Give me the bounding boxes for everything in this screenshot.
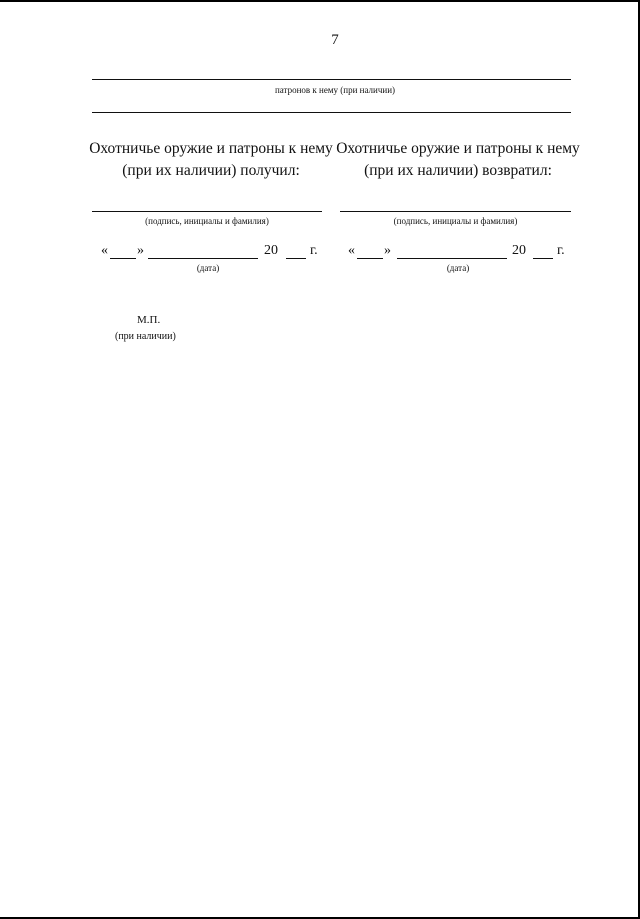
- top-field-line: [92, 79, 571, 80]
- returned-heading-line1: Охотничье оружие и патроны к нему: [336, 140, 580, 157]
- received-heading: [86, 138, 336, 182]
- top-field-caption: патронов к нему (при наличии): [274, 85, 396, 95]
- returned-month-line: [397, 258, 507, 259]
- returned-signature-line: [340, 211, 571, 212]
- returned-open-quote: «: [348, 243, 355, 258]
- returned-signature-caption: (подпись, инициалы и фамилия): [393, 216, 518, 226]
- received-open-quote: «: [101, 243, 108, 258]
- returned-day-line: [357, 258, 383, 259]
- returned-year-line: [533, 258, 553, 259]
- stamp-caption: (при наличии): [115, 331, 176, 342]
- returned-year-prefix: 20: [512, 243, 526, 258]
- returned-heading-line2: (при их наличии) возвратил:: [364, 162, 552, 179]
- returned-date-caption: (дата): [446, 263, 470, 273]
- returned-year-suffix: г.: [557, 243, 565, 258]
- returned-heading: [333, 138, 583, 182]
- received-heading-line1: Охотничье оружие и патроны к нему: [89, 140, 333, 157]
- received-date-caption: (дата): [196, 263, 220, 273]
- second-field-line: [92, 112, 571, 113]
- received-signature-line: [92, 211, 322, 212]
- received-signature-caption: (подпись, инициалы и фамилия): [145, 216, 269, 226]
- received-year-suffix: г.: [310, 243, 318, 258]
- stamp-label: М.П.: [137, 314, 161, 326]
- scan-border-top: [0, 0, 640, 2]
- received-heading-line2: (при их наличии) получил:: [122, 162, 300, 179]
- received-close-quote: »: [137, 243, 144, 258]
- page-number: 7: [331, 32, 339, 48]
- received-year-prefix: 20: [264, 243, 278, 258]
- returned-close-quote: »: [384, 243, 391, 258]
